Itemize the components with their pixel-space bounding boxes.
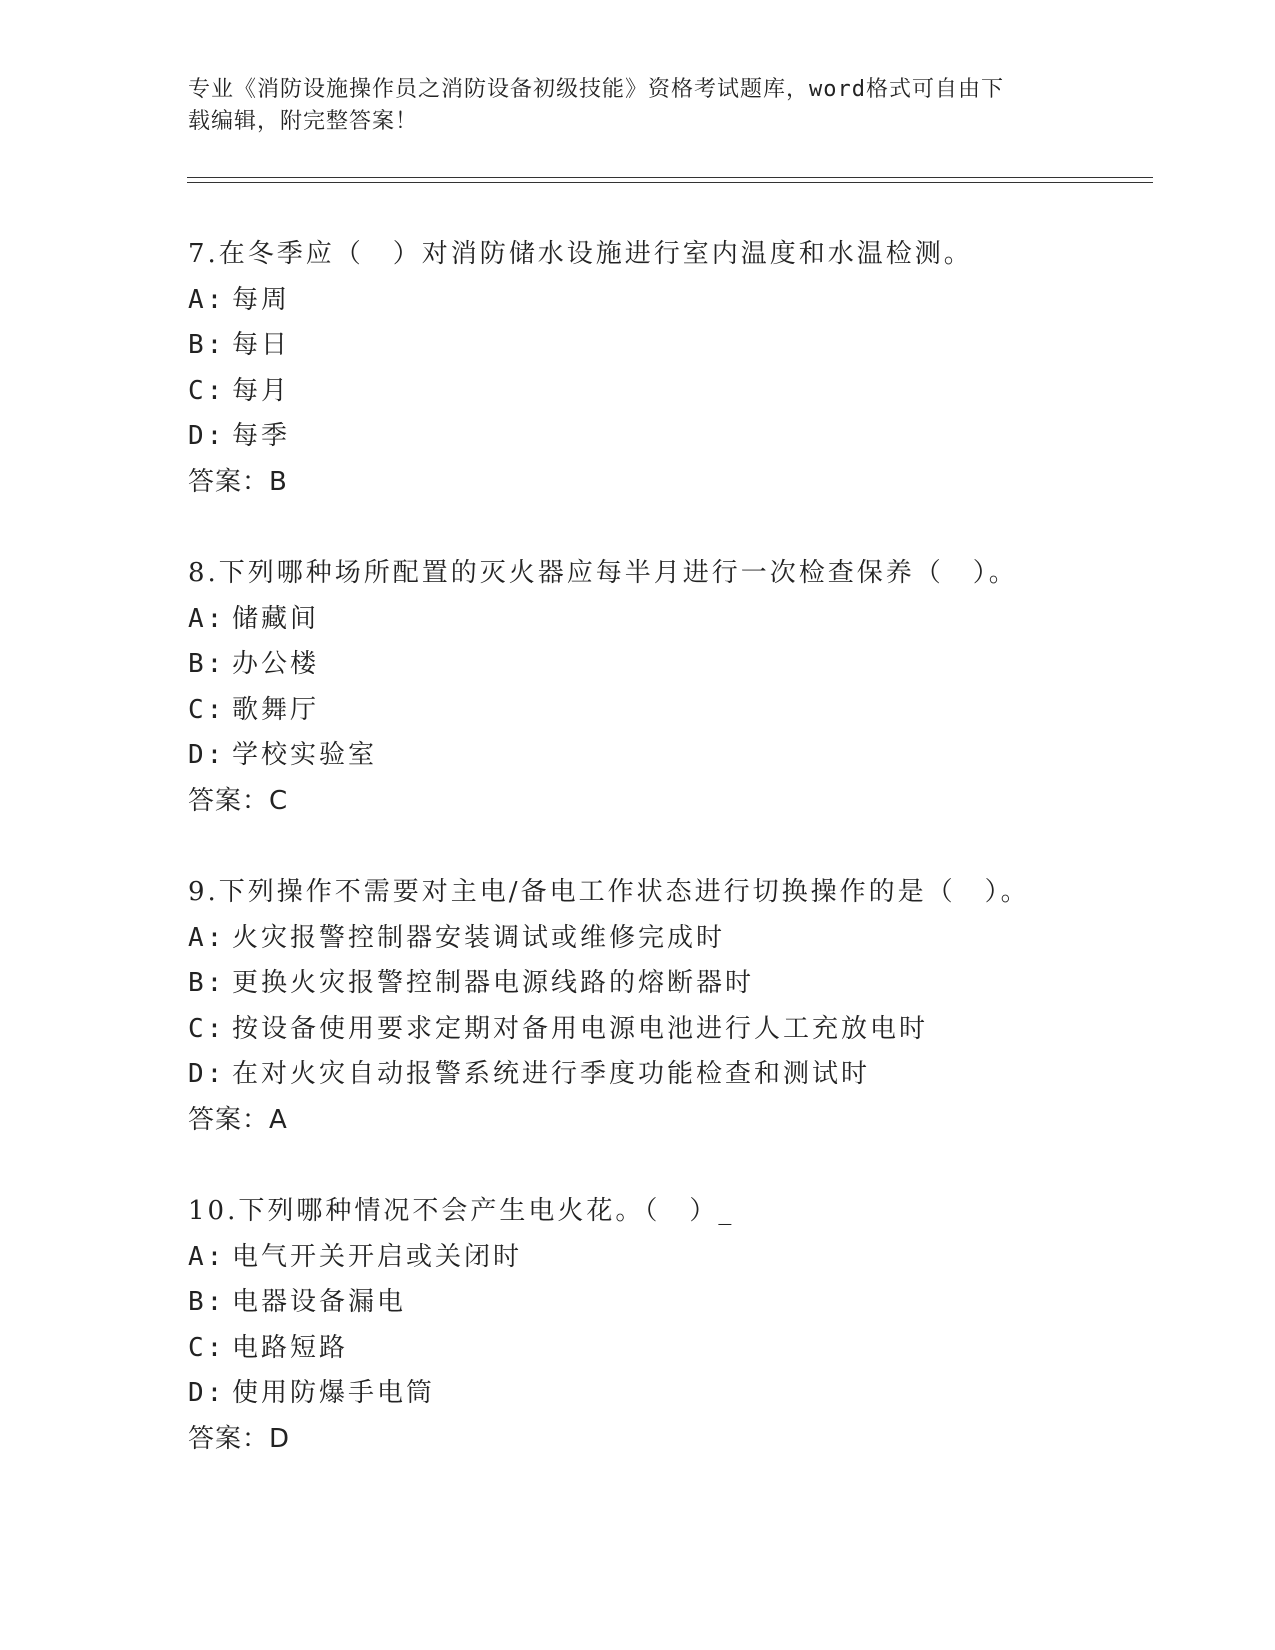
option-text: 更换火灾报警控制器电源线路的熔断器时	[232, 968, 755, 999]
option-d	[188, 1371, 1148, 1417]
option-text: 每季	[232, 421, 291, 452]
option-label: D:	[188, 421, 226, 452]
option-text: 歌舞厅	[232, 694, 320, 725]
option-d	[188, 414, 1148, 460]
option-label: D:	[188, 1059, 226, 1090]
question-8	[188, 551, 1148, 870]
option-label: A:	[188, 922, 226, 953]
option-b	[188, 961, 1148, 1007]
option-label: A:	[188, 603, 226, 634]
option-b	[188, 323, 1148, 369]
option-text: 电气开关开启或关闭时	[232, 1241, 523, 1272]
option-c	[188, 688, 1148, 734]
option-b	[188, 642, 1148, 688]
answer-line: 答案：D	[188, 1423, 291, 1454]
option-d	[188, 733, 1148, 779]
answer-line: 答案：A	[188, 1104, 288, 1135]
option-text: 在对火灾自动报警系统进行季度功能检查和测试时	[232, 1059, 871, 1090]
option-label: C:	[188, 1332, 226, 1363]
answer-line: 答案：B	[188, 466, 288, 497]
question-stem: 8.下列哪种场所配置的灭火器应每半月进行一次检查保养（ ）。	[188, 558, 1018, 588]
question-7	[188, 232, 1148, 551]
option-text: 学校实验室	[232, 740, 378, 771]
option-text: 每月	[232, 375, 291, 406]
header-line-2: 载编辑，附完整答案！	[188, 109, 419, 134]
option-label: B:	[188, 330, 226, 361]
header-line-1: 专业《消防设施操作员之消防设备初级技能》资格考试题库，word格式可自由下	[188, 77, 1004, 102]
question-stem: 10.下列哪种情况不会产生电火花。（ ）_	[188, 1196, 735, 1226]
question-stem: 7.在冬季应（ ）对消防储水设施进行室内温度和水温检测。	[188, 239, 973, 269]
option-text: 储藏间	[232, 603, 320, 634]
question-9	[188, 870, 1148, 1189]
question-stem: 9.下列操作不需要对主电/备电工作状态进行切换操作的是（ ）。	[188, 877, 1030, 907]
option-label: C:	[188, 1013, 226, 1044]
answer-line: 答案：C	[188, 785, 289, 816]
option-label: D:	[188, 1378, 226, 1409]
option-text: 办公楼	[232, 649, 320, 680]
option-text: 火灾报警控制器安装调试或维修完成时	[232, 922, 726, 953]
option-a	[188, 1235, 1148, 1281]
option-label: A:	[188, 1241, 226, 1272]
option-label: B:	[188, 968, 226, 999]
option-text: 电器设备漏电	[232, 1287, 407, 1318]
option-label: C:	[188, 694, 226, 725]
option-text: 每周	[232, 284, 291, 315]
document-header	[188, 74, 1068, 138]
question-list	[188, 232, 1148, 1508]
option-d	[188, 1052, 1148, 1098]
question-10	[188, 1189, 1148, 1508]
option-a	[188, 916, 1148, 962]
option-text: 按设备使用要求定期对备用电源电池进行人工充放电时	[232, 1013, 929, 1044]
option-a	[188, 278, 1148, 324]
header-divider-bottom	[187, 182, 1153, 183]
option-text: 每日	[232, 330, 291, 361]
option-text: 电路短路	[232, 1332, 349, 1363]
option-c	[188, 1007, 1148, 1053]
option-c	[188, 1326, 1148, 1372]
option-label: B:	[188, 649, 226, 680]
option-label: D:	[188, 740, 226, 771]
option-text: 使用防爆手电筒	[232, 1378, 436, 1409]
header-divider-top	[187, 177, 1153, 178]
option-a	[188, 597, 1148, 643]
option-label: B:	[188, 1287, 226, 1318]
option-label: C:	[188, 375, 226, 406]
option-c	[188, 369, 1148, 415]
option-b	[188, 1280, 1148, 1326]
option-label: A:	[188, 284, 226, 315]
